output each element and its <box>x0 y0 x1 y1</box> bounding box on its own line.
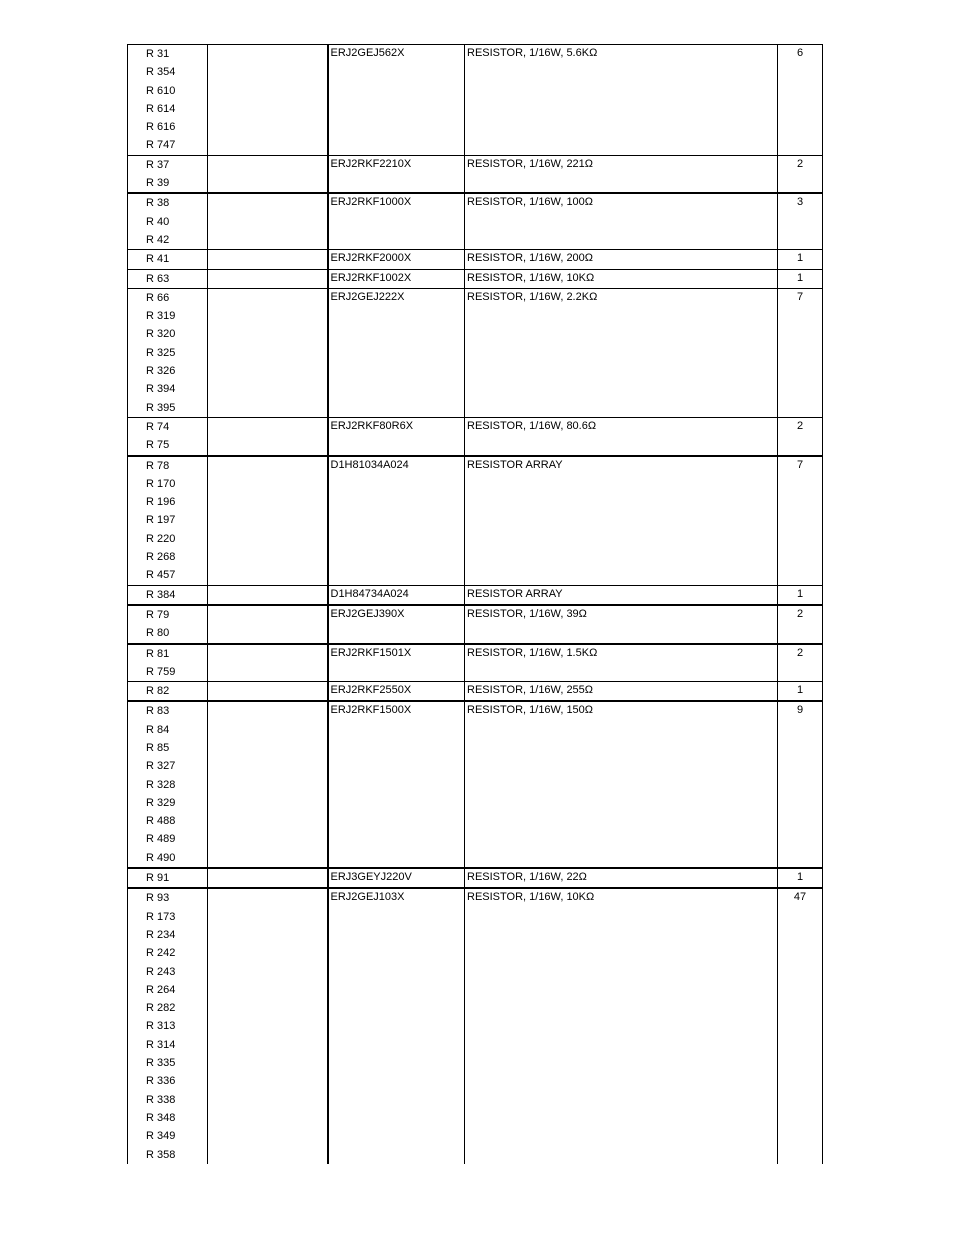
ref-designator: R 66 <box>146 291 170 304</box>
ref-designator: R 264 <box>146 983 176 996</box>
description-cell <box>465 605 778 644</box>
quantity-cell <box>778 701 823 868</box>
table-row <box>128 250 823 269</box>
quantity: 7 <box>796 290 804 303</box>
table-row <box>128 605 823 644</box>
ref-cell <box>128 888 208 1163</box>
part-number: ERJ2RKF1002X <box>330 271 412 284</box>
part-number-cell <box>328 417 465 455</box>
ref-cell <box>128 682 208 702</box>
parts-list-table <box>127 44 823 1164</box>
ref-designator: R 747 <box>146 139 176 152</box>
part-description: RESISTOR, 1/16W, 22Ω <box>467 871 587 884</box>
table-row <box>128 45 823 156</box>
ref-designator: R 326 <box>146 365 176 378</box>
part-number-cell <box>328 868 465 888</box>
part-description: RESISTOR, 1/16W, 221Ω <box>467 157 594 170</box>
ref-cell <box>128 193 208 249</box>
ref-designator: R 82 <box>146 685 170 698</box>
blank-cell <box>208 701 328 868</box>
quantity-cell <box>778 605 823 644</box>
ref-designator: R 338 <box>146 1093 176 1106</box>
part-number: D1H81034A024 <box>330 458 409 471</box>
part-number-cell <box>328 288 465 417</box>
ref-designator: R 75 <box>146 439 170 452</box>
part-description: RESISTOR, 1/16W, 200Ω <box>467 252 594 265</box>
ref-designator: R 39 <box>146 177 170 190</box>
ref-cell <box>128 45 208 156</box>
part-description: RESISTOR, 1/16W, 5.6KΩ <box>467 47 598 59</box>
description-cell <box>465 456 778 586</box>
quantity: 47 <box>793 891 807 904</box>
quantity-cell <box>778 45 823 156</box>
description-cell <box>465 682 778 702</box>
ref-designator: R 489 <box>146 833 176 846</box>
blank-cell <box>208 644 328 682</box>
ref-designator: R 616 <box>146 121 176 134</box>
ref-designator: R 490 <box>146 851 176 864</box>
quantity-cell <box>778 682 823 702</box>
part-description: RESISTOR, 1/16W, 100Ω <box>467 196 594 209</box>
quantity: 1 <box>796 871 804 884</box>
table-row <box>128 888 823 1163</box>
ref-designator: R 220 <box>146 532 176 545</box>
ref-designator: R 63 <box>146 272 170 285</box>
ref-designator: R 320 <box>146 328 176 341</box>
part-description: RESISTOR ARRAY <box>467 458 563 471</box>
ref-designator: R 394 <box>146 383 176 396</box>
ref-cell <box>128 701 208 868</box>
ref-designator: R 83 <box>146 705 170 718</box>
blank-cell <box>208 193 328 249</box>
part-number-cell <box>328 456 465 586</box>
part-number-cell <box>328 682 465 702</box>
part-number-cell <box>328 250 465 269</box>
part-number-cell <box>328 155 465 193</box>
table-row <box>128 682 823 702</box>
description-cell <box>465 269 778 288</box>
part-description: RESISTOR, 1/16W, 150Ω <box>467 704 594 717</box>
description-cell <box>465 155 778 193</box>
ref-designator: R 234 <box>146 928 176 941</box>
part-description: RESISTOR, 1/16W, 255Ω <box>467 684 594 697</box>
ref-designator: R 79 <box>146 608 170 621</box>
description-cell <box>465 868 778 888</box>
ref-designator: R 242 <box>146 947 176 960</box>
quantity: 2 <box>796 157 804 170</box>
blank-cell <box>208 605 328 644</box>
part-number-cell <box>328 193 465 249</box>
ref-designator: R 329 <box>146 796 176 809</box>
table-row <box>128 644 823 682</box>
ref-designator: R 91 <box>146 872 170 885</box>
quantity: 1 <box>796 252 804 265</box>
quantity: 1 <box>796 271 804 284</box>
blank-cell <box>208 288 328 417</box>
quantity-cell <box>778 456 823 586</box>
part-description: RESISTOR, 1/16W, 2.2KΩ <box>467 290 598 303</box>
part-number: ERJ2RKF1501X <box>330 646 412 659</box>
part-number-cell <box>328 269 465 288</box>
ref-cell <box>128 605 208 644</box>
part-description: RESISTOR, 1/16W, 10KΩ <box>467 891 595 904</box>
description-cell <box>465 193 778 249</box>
quantity-cell <box>778 585 823 605</box>
ref-designator: R 74 <box>146 420 170 433</box>
part-description: RESISTOR ARRAY <box>467 587 563 600</box>
ref-designator: R 457 <box>146 569 176 582</box>
ref-designator: R 78 <box>146 459 170 472</box>
ref-designator: R 37 <box>146 158 170 171</box>
quantity: 6 <box>796 47 804 59</box>
part-number-cell <box>328 888 465 1163</box>
description-cell <box>465 417 778 455</box>
part-number-cell <box>328 644 465 682</box>
ref-cell <box>128 456 208 586</box>
ref-designator: R 80 <box>146 627 170 640</box>
ref-designator: R 40 <box>146 215 170 228</box>
part-description: RESISTOR, 1/16W, 39Ω <box>467 607 587 620</box>
table-row <box>128 417 823 455</box>
part-number: ERJ3GEYJ220V <box>330 871 412 884</box>
ref-designator: R 349 <box>146 1130 176 1143</box>
quantity-cell <box>778 155 823 193</box>
ref-designator: R 614 <box>146 102 176 115</box>
parts-list-body <box>128 45 823 1164</box>
ref-designator: R 759 <box>146 665 176 678</box>
quantity-cell <box>778 868 823 888</box>
quantity: 2 <box>796 419 804 432</box>
part-number: ERJ2GEJ103X <box>330 891 405 904</box>
part-number: ERJ2GEJ562X <box>330 47 405 59</box>
ref-designator: R 268 <box>146 551 176 564</box>
blank-cell <box>208 269 328 288</box>
quantity: 1 <box>796 684 804 697</box>
quantity-cell <box>778 644 823 682</box>
blank-cell <box>208 868 328 888</box>
ref-designator: R 196 <box>146 496 176 509</box>
description-cell <box>465 288 778 417</box>
part-number: ERJ2RKF1000X <box>330 196 412 209</box>
ref-designator: R 314 <box>146 1038 176 1051</box>
blank-cell <box>208 417 328 455</box>
blank-cell <box>208 155 328 193</box>
part-description: RESISTOR, 1/16W, 80.6Ω <box>467 419 597 432</box>
quantity-cell <box>778 193 823 249</box>
ref-designator: R 173 <box>146 910 176 923</box>
ref-designator: R 170 <box>146 477 176 490</box>
part-description: RESISTOR, 1/16W, 10KΩ <box>467 271 595 284</box>
blank-cell <box>208 250 328 269</box>
ref-designator: R 319 <box>146 310 176 323</box>
quantity-cell <box>778 269 823 288</box>
ref-designator: R 81 <box>146 647 170 660</box>
table-row <box>128 585 823 605</box>
ref-designator: R 243 <box>146 965 176 978</box>
ref-designator: R 354 <box>146 66 176 79</box>
description-cell <box>465 45 778 156</box>
part-number: ERJ2RKF2000X <box>330 252 412 265</box>
ref-designator: R 327 <box>146 760 176 773</box>
part-number: ERJ2GEJ390X <box>330 607 405 620</box>
table-row <box>128 288 823 417</box>
ref-cell <box>128 868 208 888</box>
ref-designator: R 42 <box>146 233 170 246</box>
table-row <box>128 701 823 868</box>
part-number: D1H84734A024 <box>330 587 409 600</box>
ref-designator: R 328 <box>146 778 176 791</box>
part-number-cell <box>328 701 465 868</box>
quantity-cell <box>778 888 823 1163</box>
ref-cell <box>128 269 208 288</box>
blank-cell <box>208 585 328 605</box>
description-cell <box>465 888 778 1163</box>
quantity: 2 <box>796 607 804 620</box>
ref-designator: R 610 <box>146 84 176 97</box>
description-cell <box>465 701 778 868</box>
part-number: ERJ2RKF1500X <box>330 704 412 717</box>
ref-cell <box>128 250 208 269</box>
ref-designator: R 336 <box>146 1075 176 1088</box>
ref-cell <box>128 585 208 605</box>
part-description: RESISTOR, 1/16W, 1.5KΩ <box>467 646 598 659</box>
blank-cell <box>208 888 328 1163</box>
quantity: 2 <box>796 646 804 659</box>
quantity-cell <box>778 250 823 269</box>
ref-cell <box>128 417 208 455</box>
part-number-cell <box>328 605 465 644</box>
part-number: ERJ2GEJ222X <box>330 290 405 303</box>
description-cell <box>465 644 778 682</box>
ref-designator: R 41 <box>146 253 170 266</box>
description-cell <box>465 585 778 605</box>
table-row <box>128 155 823 193</box>
quantity-cell <box>778 417 823 455</box>
ref-designator: R 348 <box>146 1111 176 1124</box>
ref-designator: R 85 <box>146 741 170 754</box>
quantity-cell <box>778 288 823 417</box>
ref-designator: R 31 <box>146 48 170 60</box>
ref-designator: R 282 <box>146 1002 176 1015</box>
ref-designator: R 335 <box>146 1057 176 1070</box>
ref-designator: R 197 <box>146 514 176 527</box>
quantity: 9 <box>796 704 804 717</box>
table-row <box>128 269 823 288</box>
table-row <box>128 193 823 249</box>
ref-designator: R 93 <box>146 892 170 905</box>
blank-cell <box>208 45 328 156</box>
ref-cell <box>128 155 208 193</box>
ref-designator: R 384 <box>146 588 176 601</box>
quantity: 3 <box>796 196 804 209</box>
part-number: ERJ2RKF80R6X <box>330 419 414 432</box>
ref-designator: R 488 <box>146 815 176 828</box>
table-row <box>128 868 823 888</box>
ref-designator: R 84 <box>146 723 170 736</box>
blank-cell <box>208 456 328 586</box>
part-number: ERJ2RKF2210X <box>330 157 412 170</box>
part-number: ERJ2RKF2550X <box>330 684 412 697</box>
part-number-cell <box>328 45 465 156</box>
ref-designator: R 358 <box>146 1148 176 1161</box>
table-row <box>128 456 823 586</box>
description-cell <box>465 250 778 269</box>
ref-designator: R 38 <box>146 197 170 210</box>
part-number-cell <box>328 585 465 605</box>
ref-cell <box>128 644 208 682</box>
ref-designator: R 395 <box>146 401 176 414</box>
ref-designator: R 325 <box>146 346 176 359</box>
quantity: 1 <box>796 587 804 600</box>
ref-cell <box>128 288 208 417</box>
quantity: 7 <box>796 458 804 471</box>
blank-cell <box>208 682 328 702</box>
ref-designator: R 313 <box>146 1020 176 1033</box>
